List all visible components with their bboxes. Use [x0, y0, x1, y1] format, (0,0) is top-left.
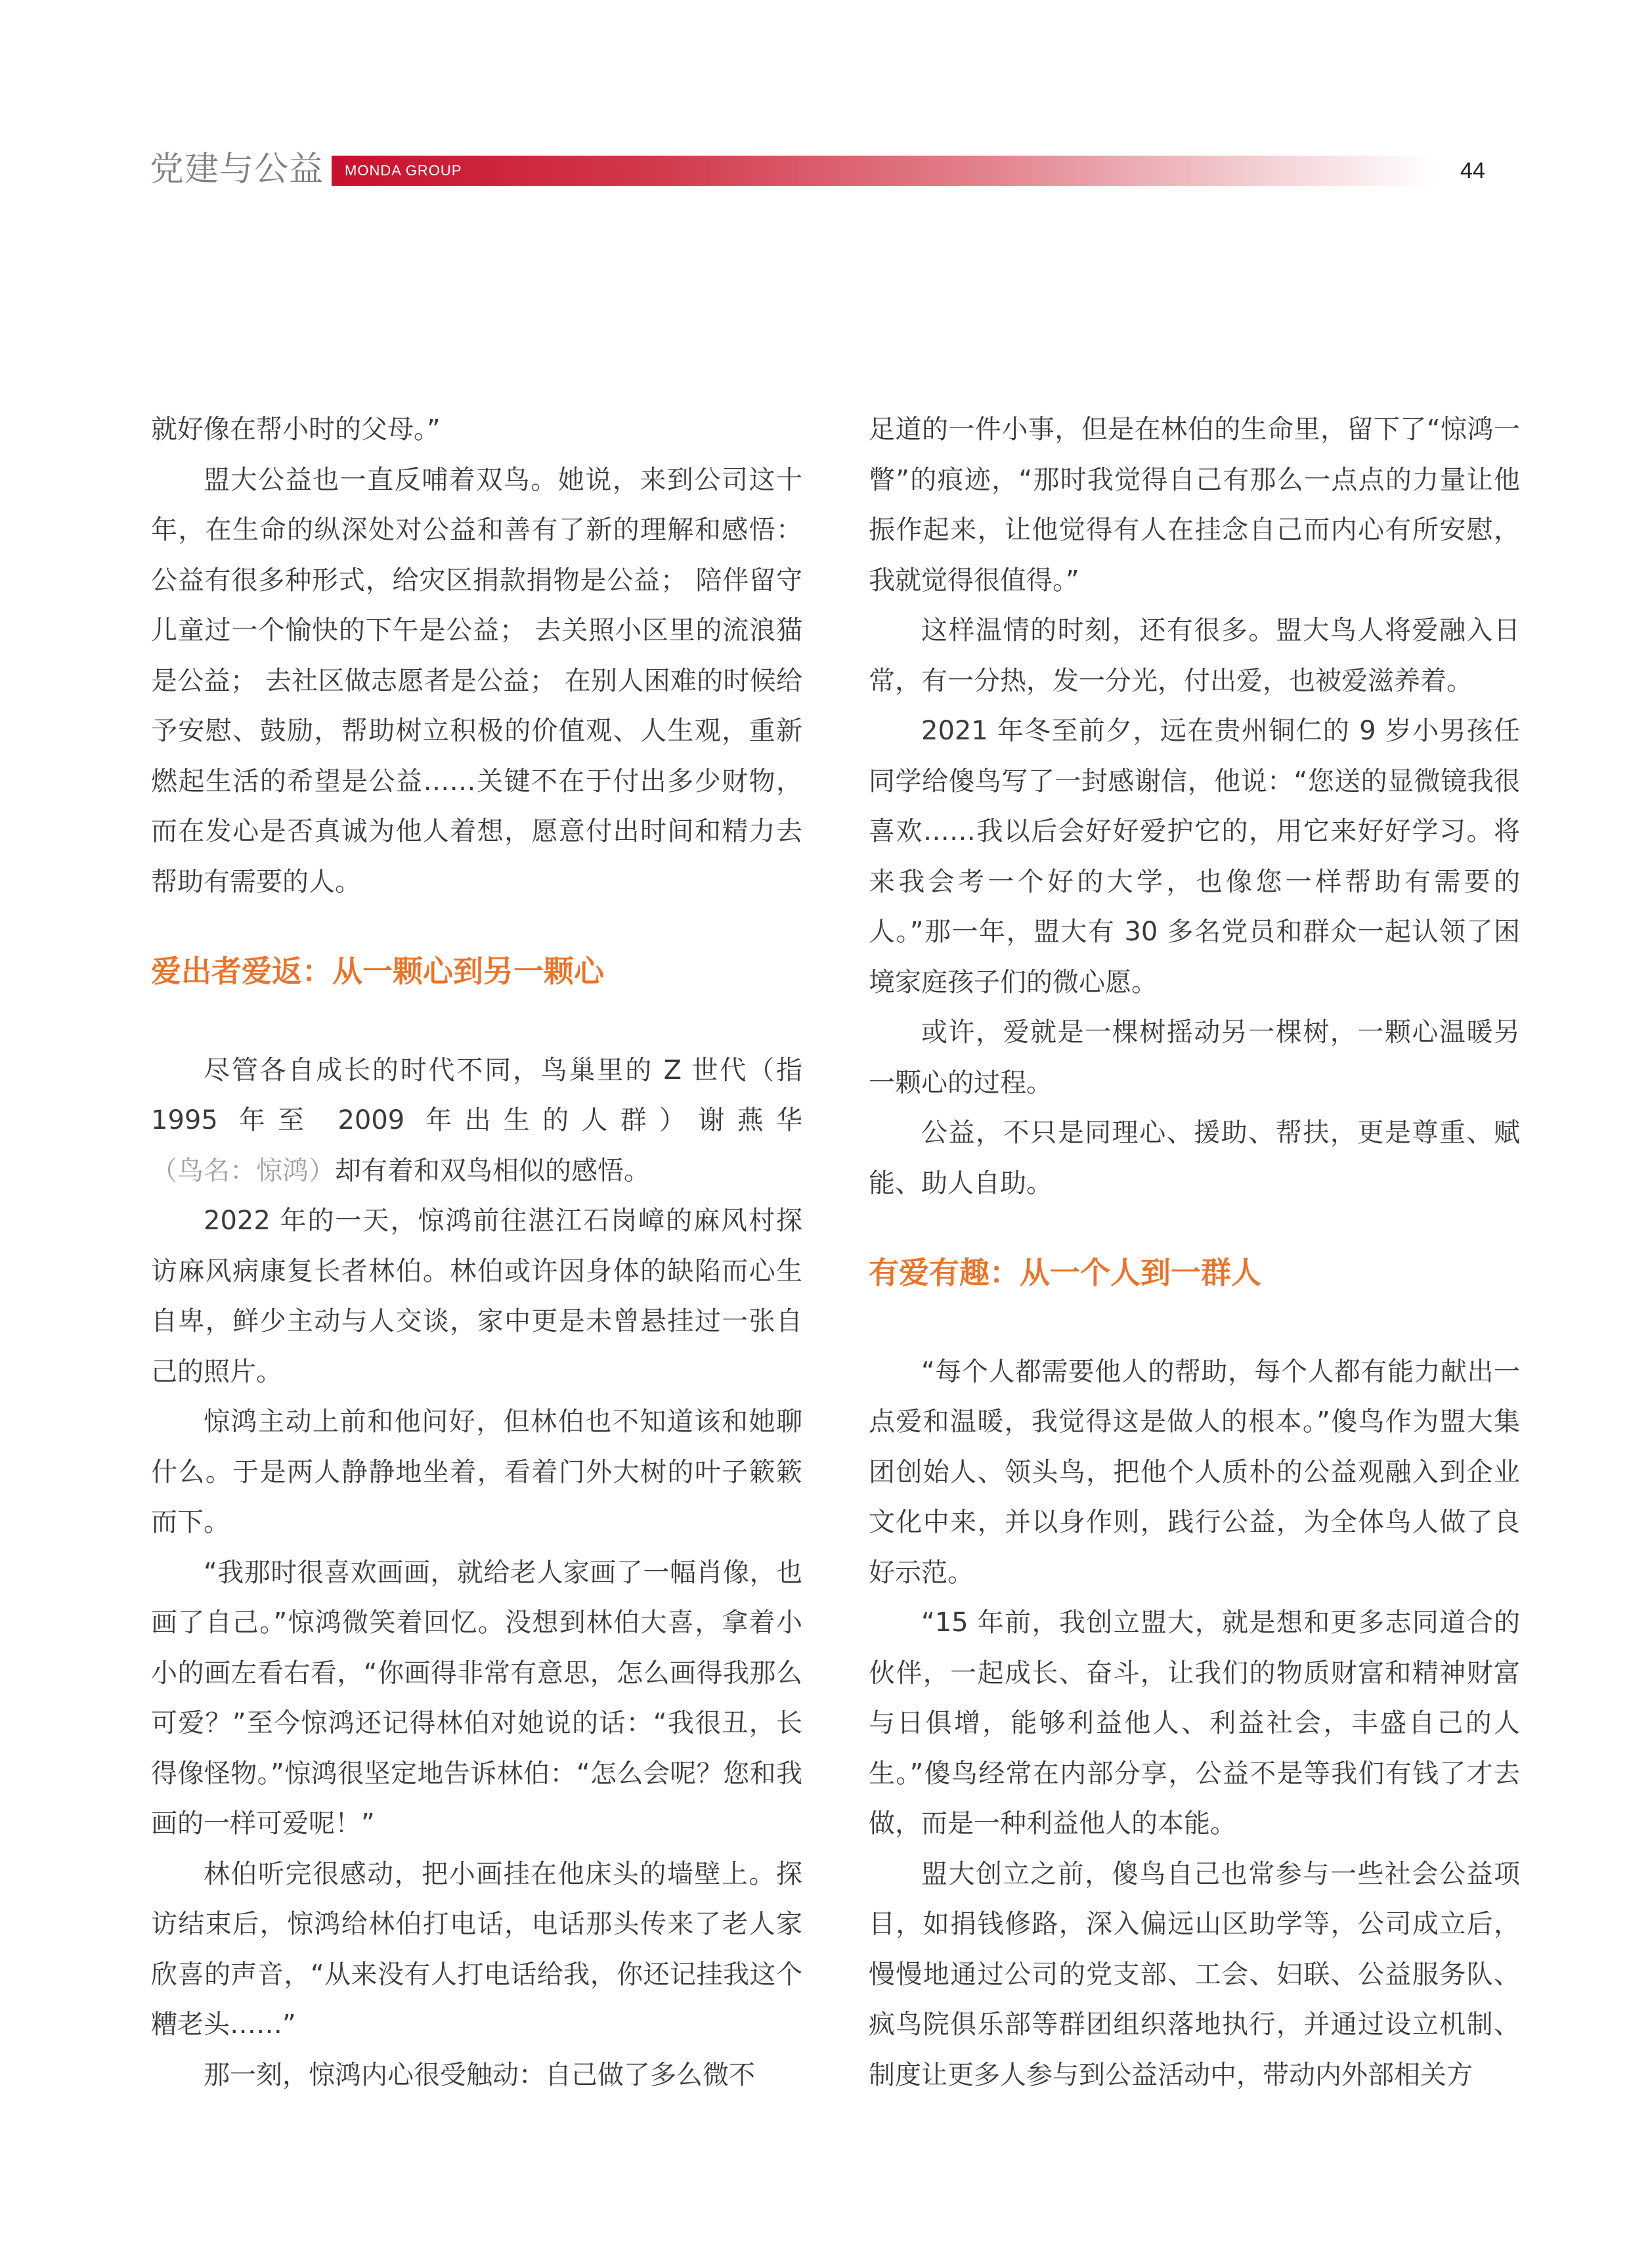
- paragraph: “每个人都需要他人的帮助，每个人都有能力献出一点爱和温暖，我觉得这是做人的根本。”傻鸟作为盟大集团创始人、领头鸟，把他个人质朴的公益观融入到企业文化中来，并以身作则，践行公益，为全体鸟人做了良好示范。: [869, 1356, 1520, 1588]
- section-heading: 有爱有趣：从一个人到一群人: [869, 1255, 1261, 1290]
- paragraph-text: 尽管各自成长的时代不同，鸟巢里的 Z 世代（指 1995 年至 2009 年出生的人群）谢燕华: [151, 1055, 802, 1135]
- section-title: 党建与公益: [150, 150, 324, 189]
- paragraph: “15 年前，我创立盟大，就是想和更多志同道合的伙伴，一起成长、奋斗，让我们的物质财富和精神财富与日俱增，能够利益他人、利益社会，丰盛自己的人生。”傻鸟经常在内部分享，公益不是等我们有钱了才去做，而是一种利益他人的本能。: [869, 1608, 1520, 1839]
- paragraph-text: 却有着和双鸟相似的感悟。: [335, 1155, 650, 1186]
- paragraph: 2022 年的一天，惊鸿前往湛江石岗嶂的麻风村探访麻风病康复长者林伯。林伯或许因身体的缺陷而心生自卑，鲜少主动与人交谈，家中更是未曾悬挂过一张自己的照片。: [151, 1206, 802, 1387]
- paragraph: “我那时很喜欢画画，就给老人家画了一幅肖像，也画了自己。”惊鸿微笑着回忆。没想到林伯大喜，拿着小小的画左看右看，“你画得非常有意思，怎么画得我那么可爱？”至今惊鸿还记得林伯对她说的话：“我很丑，长得像怪物。”惊鸿很坚定地告诉林伯：“怎么会呢？您和我画的一样可爱呢！”: [151, 1557, 802, 1839]
- page-number: 44: [1460, 158, 1485, 183]
- paragraph: 这样温情的时刻，还有很多。盟大鸟人将爱融入日常，有一分热，发一分光，付出爱，也被爱滋养着。: [869, 615, 1520, 696]
- paragraph: 林伯听完很感动，把小画挂在他床头的墙壁上。探访结束后，惊鸿给林伯打电话，电话那头传来了老人家欣喜的声音，“从来没有人打电话给我，你还记挂我这个糟老头……”: [151, 1858, 802, 2040]
- paragraph: 盟大公益也一直反哺着双鸟。她说，来到公司这十年，在生命的纵深处对公益和善有了新的理解和感悟：公益有很多种形式，给灾区捐款捐物是公益； 陪伴留守儿童过一个愉快的下午是公益； 去关照小区里的流浪猫是公益； 去社区做志愿者是公益； 在别人困难的时候给予安慰、鼓励，帮助树立积极的价值观、人生观，重新燃起生活的希望是公益……关键不在于付出多少财物，而在发心是否真诚为他人着想，愿意付出时间和精力去帮助有需要的人。: [151, 464, 802, 897]
- right-column: [869, 405, 1520, 2100]
- paragraph: 那一刻，惊鸿内心很受触动：自己做了多么微不: [204, 2059, 755, 2090]
- paragraph: [151, 1045, 802, 1196]
- paragraph: 就好像在帮小时的父母。”: [151, 414, 441, 445]
- paragraph: 盟大创立之前，傻鸟自己也常参与一些社会公益项目，如捐钱修路，深入偏远山区助学等，公司成立后，慢慢地通过公司的党支部、工会、妇联、公益服务队、疯鸟院俱乐部等群团组织落地执行，并通过设立机制、制度让更多人参与到公益活动中，带动内外部相关方: [869, 1858, 1520, 2090]
- left-column: [151, 405, 802, 2100]
- paragraph: 足道的一件小事，但是在林伯的生命里，留下了“惊鸿一瞥”的痕迹，“那时我觉得自己有那么一点点的力量让他振作起来，让他觉得有人在挂念自己而内心有所安慰，我就觉得很值得。”: [869, 414, 1520, 596]
- paragraph: 或许，爱就是一棵树摇动另一棵树，一颗心温暖另一颗心的过程。: [869, 1017, 1520, 1098]
- paragraph: 惊鸿主动上前和他问好，但林伯也不知道该和她聊什么。于是两人静静地坐着，看着门外大树的叶子簌簌而下。: [151, 1407, 802, 1537]
- section-heading-block: [869, 1208, 1520, 1347]
- section-heading: 爱出者爱返：从一颗心到另一颗心: [151, 953, 604, 989]
- brand-banner: [332, 156, 1436, 186]
- bird-name-note: （鸟名：惊鸿）: [151, 1155, 335, 1186]
- section-heading-block: [151, 907, 802, 1045]
- paragraph: 2021 年冬至前夕，远在贵州铜仁的 9 岁小男孩任同学给傻鸟写了一封感谢信，他说：“您送的显微镜我很喜欢……我以后会好好爱护它的，用它来好好学习。将来我会考一个好的大学，也像您一样帮助有需要的人。”那一年，盟大有 30 多名党员和群众一起认领了困境家庭孩子们的微心愿。: [869, 716, 1520, 997]
- page-header: [0, 0, 1652, 210]
- paragraph: 公益，不只是同理心、援助、帮扶，更是尊重、赋能、助人自助。: [869, 1118, 1520, 1198]
- brand-label: MONDA GROUP: [345, 162, 462, 179]
